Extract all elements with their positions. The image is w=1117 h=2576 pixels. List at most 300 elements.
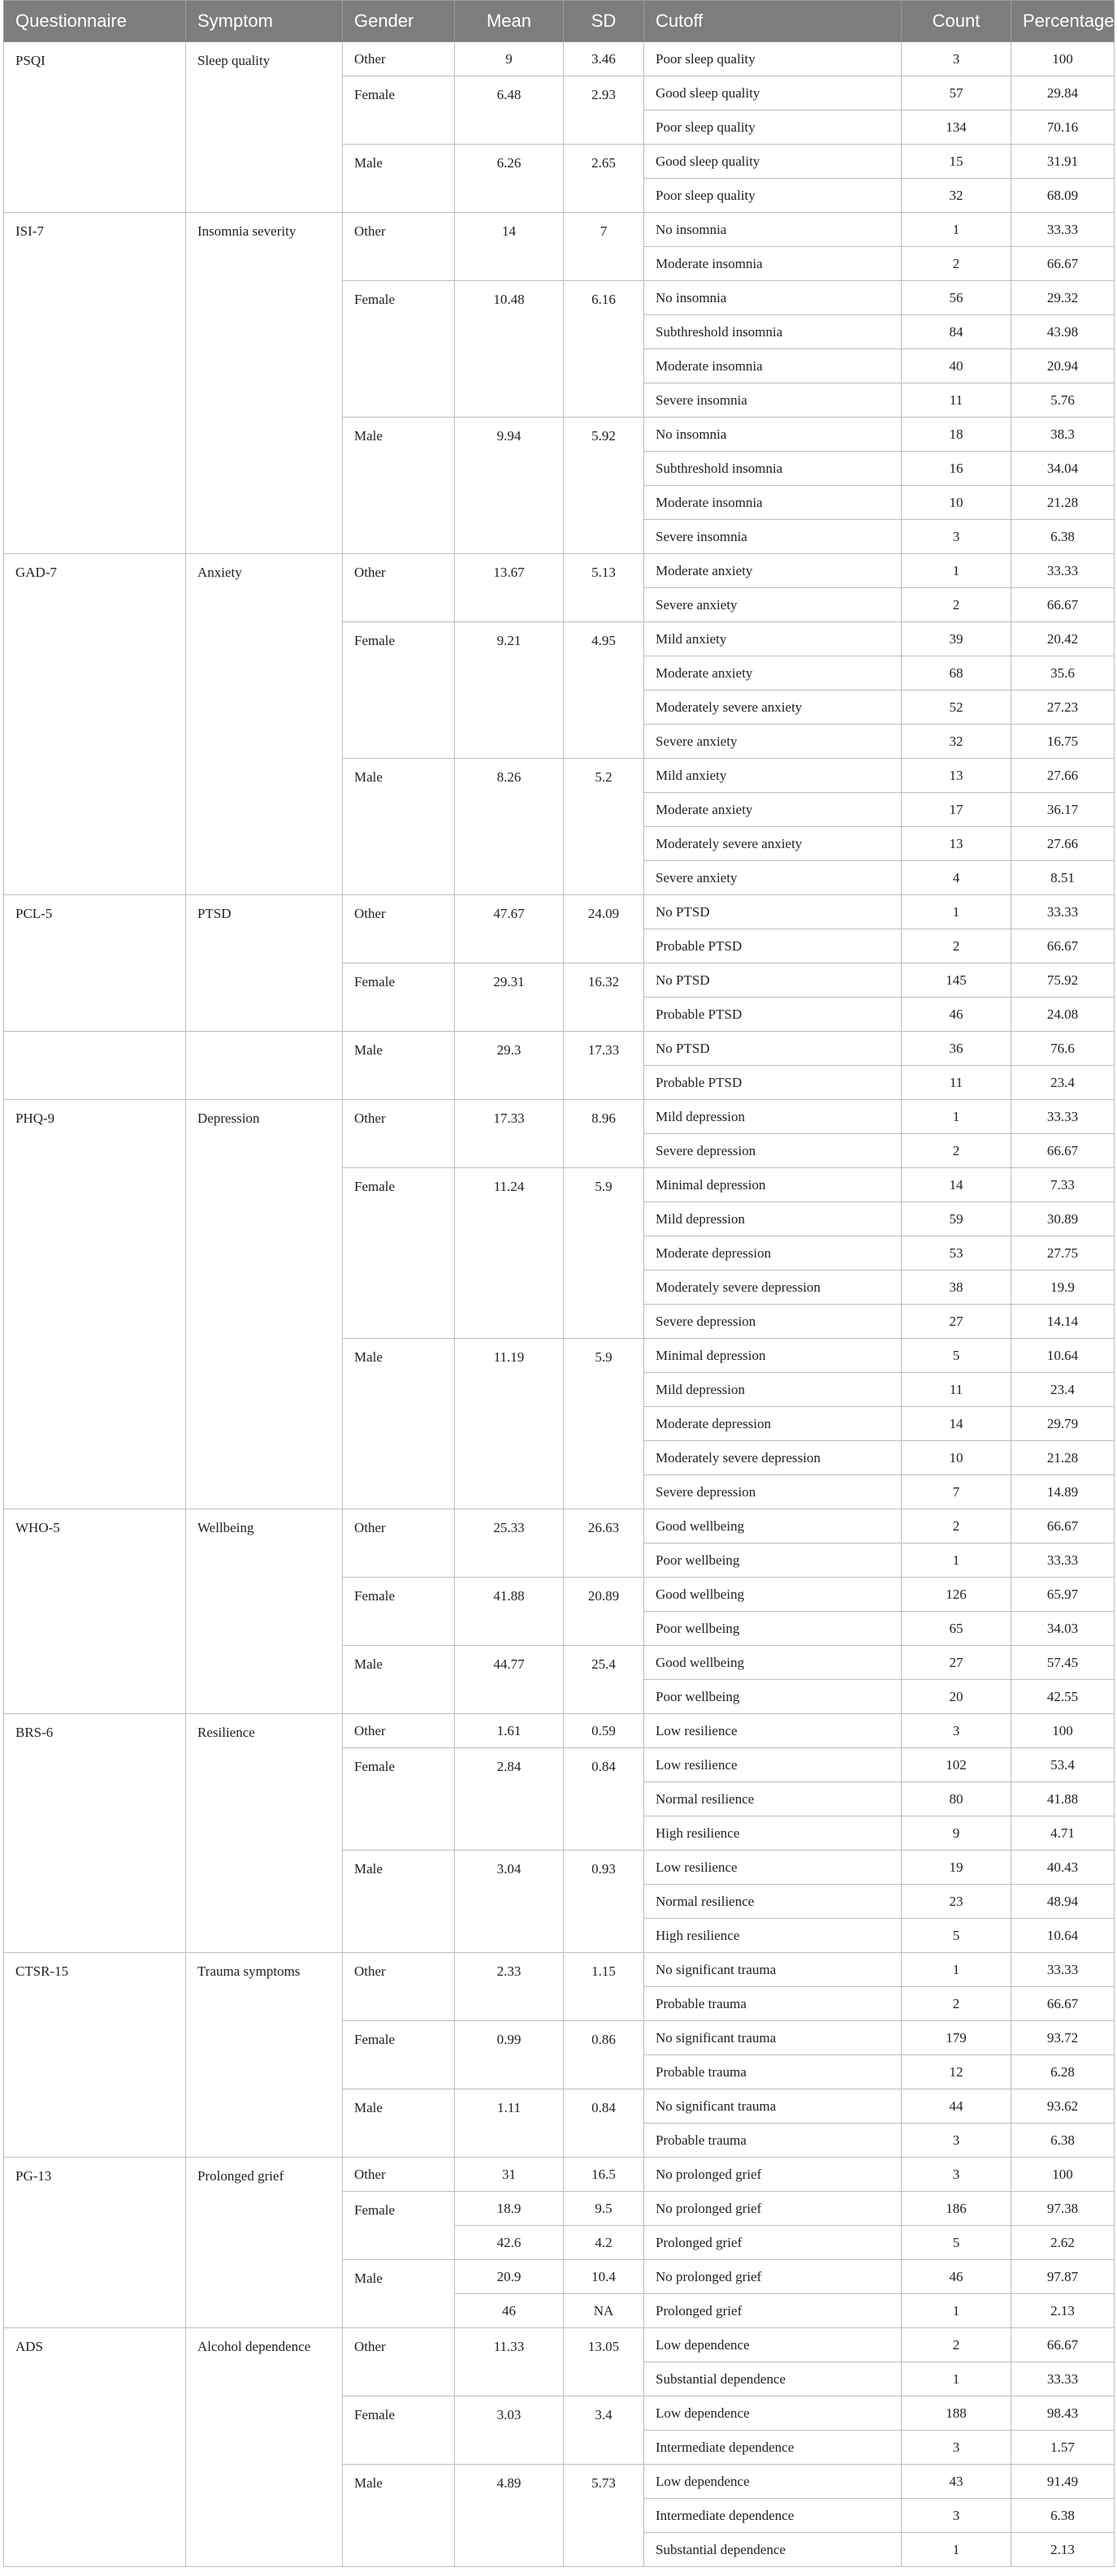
cutoff-cell: Intermediate dependence — [644, 2499, 902, 2533]
cutoff-cell: Probable trauma — [644, 2055, 902, 2089]
cutoff-cell: Probable PTSD — [644, 998, 902, 1032]
sd-cell: 3.4 — [564, 2396, 644, 2465]
count-cell: 2 — [902, 2328, 1011, 2362]
percentage-cell: 33.33 — [1011, 895, 1115, 929]
percentage-cell: 20.42 — [1011, 622, 1115, 656]
count-cell: 23 — [902, 1885, 1011, 1919]
symptom-cell: Trauma symptoms — [186, 1953, 343, 2158]
count-cell: 126 — [902, 1578, 1011, 1612]
sd-cell: 2.65 — [564, 145, 644, 213]
percentage-cell: 5.76 — [1011, 383, 1115, 418]
percentage-cell: 35.6 — [1011, 656, 1115, 691]
percentage-cell: 98.43 — [1011, 2396, 1115, 2431]
percentage-cell: 6.38 — [1011, 2499, 1115, 2533]
gender-cell: Male — [343, 1032, 455, 1100]
mean-cell: 10.48 — [455, 281, 564, 418]
count-cell: 11 — [902, 1373, 1011, 1407]
sd-cell: 0.84 — [564, 1748, 644, 1851]
percentage-cell: 100 — [1011, 1714, 1115, 1748]
count-cell: 40 — [902, 349, 1011, 383]
percentage-cell: 100 — [1011, 2158, 1115, 2192]
gender-cell: Male — [343, 145, 455, 213]
cutoff-cell: Moderate depression — [644, 1407, 902, 1441]
questionnaire-cell: GAD-7 — [4, 554, 186, 895]
gender-cell: Female — [343, 281, 455, 418]
gender-cell: Other — [343, 2158, 455, 2192]
cutoff-cell: Mild depression — [644, 1202, 902, 1236]
sd-cell: 5.92 — [564, 418, 644, 554]
percentage-cell: 70.16 — [1011, 110, 1115, 145]
count-cell: 56 — [902, 281, 1011, 315]
gender-cell: Other — [343, 1953, 455, 2021]
percentage-cell: 33.33 — [1011, 1100, 1115, 1134]
percentage-cell: 27.66 — [1011, 827, 1115, 861]
cutoff-cell: Low dependence — [644, 2396, 902, 2431]
table-row — [4, 1032, 1115, 1066]
sd-cell: 8.96 — [564, 1100, 644, 1168]
cutoff-cell: No prolonged grief — [644, 2192, 902, 2226]
table-row — [4, 2328, 1115, 2362]
cutoff-cell: Prolonged grief — [644, 2226, 902, 2260]
cutoff-cell: Probable PTSD — [644, 929, 902, 963]
cutoff-cell: Probable PTSD — [644, 1066, 902, 1100]
questionnaire-cell: PG-13 — [4, 2158, 186, 2328]
cutoff-cell: Good sleep quality — [644, 76, 902, 110]
cutoff-cell: Subthreshold insomnia — [644, 452, 902, 486]
percentage-cell: 10.64 — [1011, 1339, 1115, 1373]
count-cell: 19 — [902, 1851, 1011, 1885]
mean-cell: 0.99 — [455, 2021, 564, 2089]
count-cell: 2 — [902, 1134, 1011, 1168]
percentage-cell: 29.84 — [1011, 76, 1115, 110]
cutoff-cell: No prolonged grief — [644, 2158, 902, 2192]
percentage-cell: 2.13 — [1011, 2294, 1115, 2328]
mean-cell: 31 — [455, 2158, 564, 2192]
percentage-cell: 42.55 — [1011, 1680, 1115, 1714]
cutoff-cell: No significant trauma — [644, 2089, 902, 2124]
table-row — [4, 895, 1115, 929]
count-cell: 3 — [902, 2431, 1011, 2465]
percentage-cell: 66.67 — [1011, 588, 1115, 622]
count-cell: 13 — [902, 759, 1011, 793]
sd-cell: 0.93 — [564, 1851, 644, 1953]
percentage-cell: 1.57 — [1011, 2431, 1115, 2465]
count-cell: 15 — [902, 145, 1011, 179]
mean-cell: 1.11 — [455, 2089, 564, 2158]
cutoff-cell: Good sleep quality — [644, 145, 902, 179]
gender-cell: Female — [343, 963, 455, 1032]
percentage-cell: 41.88 — [1011, 1782, 1115, 1816]
count-cell: 1 — [902, 2533, 1011, 2567]
count-cell: 27 — [902, 1305, 1011, 1339]
cutoff-cell: Low dependence — [644, 2465, 902, 2499]
count-cell: 52 — [902, 691, 1011, 725]
cutoff-cell: Mild anxiety — [644, 759, 902, 793]
mean-cell: 18.9 — [455, 2192, 564, 2226]
cutoff-cell: Severe insomnia — [644, 520, 902, 554]
cutoff-cell: Moderate anxiety — [644, 554, 902, 588]
percentage-cell: 34.04 — [1011, 452, 1115, 486]
cutoff-cell: Poor wellbeing — [644, 1612, 902, 1646]
header-questionnaire: Questionnaire — [4, 1, 186, 42]
percentage-cell: 43.98 — [1011, 315, 1115, 349]
mean-cell: 46 — [455, 2294, 564, 2328]
count-cell: 80 — [902, 1782, 1011, 1816]
sd-cell: 5.13 — [564, 554, 644, 622]
gender-cell: Other — [343, 1714, 455, 1748]
percentage-cell: 20.94 — [1011, 349, 1115, 383]
percentage-cell: 40.43 — [1011, 1851, 1115, 1885]
count-cell: 5 — [902, 1919, 1011, 1953]
percentage-cell: 19.9 — [1011, 1271, 1115, 1305]
mean-cell: 29.3 — [455, 1032, 564, 1100]
cutoff-cell: Moderate anxiety — [644, 793, 902, 827]
gender-cell: Male — [343, 759, 455, 895]
questionnaire-cell: CTSR-15 — [4, 1953, 186, 2158]
header-mean: Mean — [455, 1, 564, 42]
percentage-cell: 68.09 — [1011, 179, 1115, 213]
sd-cell: 5.73 — [564, 2465, 644, 2567]
percentage-cell: 33.33 — [1011, 554, 1115, 588]
table-row — [4, 2158, 1115, 2192]
questionnaire-cell: PHQ-9 — [4, 1100, 186, 1509]
cutoff-cell: Severe anxiety — [644, 861, 902, 895]
cutoff-cell: No insomnia — [644, 281, 902, 315]
table-row — [4, 1953, 1115, 1987]
mean-cell: 2.33 — [455, 1953, 564, 2021]
gender-cell: Female — [343, 1168, 455, 1339]
count-cell: 46 — [902, 2260, 1011, 2294]
cutoff-cell: Intermediate dependence — [644, 2431, 902, 2465]
count-cell: 3 — [902, 520, 1011, 554]
cutoff-cell: Mild depression — [644, 1100, 902, 1134]
count-cell: 1 — [902, 554, 1011, 588]
cutoff-cell: Moderate depression — [644, 1236, 902, 1271]
sd-cell: 2.93 — [564, 76, 644, 145]
results-table — [3, 0, 1115, 2567]
percentage-cell: 4.71 — [1011, 1816, 1115, 1851]
gender-cell: Female — [343, 1748, 455, 1851]
sd-cell: 10.4 — [564, 2260, 644, 2294]
mean-cell: 13.67 — [455, 554, 564, 622]
count-cell: 9 — [902, 1816, 1011, 1851]
percentage-cell: 10.64 — [1011, 1919, 1115, 1953]
percentage-cell: 93.62 — [1011, 2089, 1115, 2124]
symptom-cell — [186, 1032, 343, 1100]
count-cell: 2 — [902, 1987, 1011, 2021]
percentage-cell: 66.67 — [1011, 1134, 1115, 1168]
percentage-cell: 93.72 — [1011, 2021, 1115, 2055]
gender-cell: Male — [343, 2089, 455, 2158]
gender-cell: Other — [343, 1100, 455, 1168]
symptom-cell: Insomnia severity — [186, 213, 343, 554]
percentage-cell: 34.03 — [1011, 1612, 1115, 1646]
cutoff-cell: Probable trauma — [644, 1987, 902, 2021]
mean-cell: 9 — [455, 42, 564, 76]
count-cell: 5 — [902, 1339, 1011, 1373]
percentage-cell: 29.32 — [1011, 281, 1115, 315]
count-cell: 32 — [902, 179, 1011, 213]
cutoff-cell: Low dependence — [644, 2328, 902, 2362]
gender-cell: Other — [343, 1509, 455, 1578]
count-cell: 5 — [902, 2226, 1011, 2260]
count-cell: 13 — [902, 827, 1011, 861]
cutoff-cell: Severe depression — [644, 1475, 902, 1509]
sd-cell: 5.9 — [564, 1168, 644, 1339]
cutoff-cell: Poor sleep quality — [644, 110, 902, 145]
gender-cell: Female — [343, 76, 455, 145]
sd-cell: 9.5 — [564, 2192, 644, 2226]
cutoff-cell: Poor sleep quality — [644, 42, 902, 76]
gender-cell: Female — [343, 2192, 455, 2260]
cutoff-cell: High resilience — [644, 1919, 902, 1953]
percentage-cell: 91.49 — [1011, 2465, 1115, 2499]
count-cell: 2 — [902, 588, 1011, 622]
gender-cell: Other — [343, 895, 455, 963]
cutoff-cell: Severe depression — [644, 1134, 902, 1168]
cutoff-cell: Moderate insomnia — [644, 486, 902, 520]
count-cell: 102 — [902, 1748, 1011, 1782]
count-cell: 16 — [902, 452, 1011, 486]
count-cell: 3 — [902, 42, 1011, 76]
count-cell: 1 — [902, 2362, 1011, 2396]
gender-cell: Other — [343, 42, 455, 76]
count-cell: 84 — [902, 315, 1011, 349]
count-cell: 134 — [902, 110, 1011, 145]
percentage-cell: 66.67 — [1011, 1509, 1115, 1543]
count-cell: 3 — [902, 2499, 1011, 2533]
count-cell: 32 — [902, 725, 1011, 759]
gender-cell: Female — [343, 1578, 455, 1646]
percentage-cell: 30.89 — [1011, 1202, 1115, 1236]
mean-cell: 11.24 — [455, 1168, 564, 1339]
cutoff-cell: Low resilience — [644, 1851, 902, 1885]
table-row — [4, 42, 1115, 76]
count-cell: 11 — [902, 383, 1011, 418]
header-row — [4, 1, 1115, 42]
count-cell: 65 — [902, 1612, 1011, 1646]
sd-cell: 6.16 — [564, 281, 644, 418]
percentage-cell: 57.45 — [1011, 1646, 1115, 1680]
count-cell: 1 — [902, 1100, 1011, 1134]
percentage-cell: 31.91 — [1011, 145, 1115, 179]
count-cell: 59 — [902, 1202, 1011, 1236]
cutoff-cell: Moderately severe depression — [644, 1271, 902, 1305]
sd-cell: 0.86 — [564, 2021, 644, 2089]
percentage-cell: 6.28 — [1011, 2055, 1115, 2089]
sd-cell: 17.33 — [564, 1032, 644, 1100]
gender-cell: Male — [343, 2260, 455, 2328]
cutoff-cell: Moderate anxiety — [644, 656, 902, 691]
cutoff-cell: Good wellbeing — [644, 1646, 902, 1680]
gender-cell: Other — [343, 554, 455, 622]
table-row — [4, 1100, 1115, 1134]
count-cell: 1 — [902, 895, 1011, 929]
count-cell: 18 — [902, 418, 1011, 452]
sd-cell: 7 — [564, 213, 644, 281]
header-cutoff: Cutoff — [644, 1, 902, 42]
mean-cell: 6.26 — [455, 145, 564, 213]
gender-cell: Female — [343, 2021, 455, 2089]
count-cell: 36 — [902, 1032, 1011, 1066]
mean-cell: 3.03 — [455, 2396, 564, 2465]
percentage-cell: 66.67 — [1011, 2328, 1115, 2362]
questionnaire-cell: BRS-6 — [4, 1714, 186, 1953]
count-cell: 188 — [902, 2396, 1011, 2431]
cutoff-cell: Good wellbeing — [644, 1578, 902, 1612]
count-cell: 68 — [902, 656, 1011, 691]
count-cell: 14 — [902, 1168, 1011, 1202]
mean-cell: 2.84 — [455, 1748, 564, 1851]
percentage-cell: 33.33 — [1011, 2362, 1115, 2396]
cutoff-cell: Moderate insomnia — [644, 349, 902, 383]
questionnaire-cell: PSQI — [4, 42, 186, 213]
mean-cell: 9.21 — [455, 622, 564, 759]
count-cell: 3 — [902, 2158, 1011, 2192]
percentage-cell: 65.97 — [1011, 1578, 1115, 1612]
percentage-cell: 27.75 — [1011, 1236, 1115, 1271]
symptom-cell: PTSD — [186, 895, 343, 1032]
percentage-cell: 75.92 — [1011, 963, 1115, 998]
sd-cell: 24.09 — [564, 895, 644, 963]
mean-cell: 17.33 — [455, 1100, 564, 1168]
mean-cell: 25.33 — [455, 1509, 564, 1578]
symptom-cell: Alcohol dependence — [186, 2328, 343, 2567]
gender-cell: Female — [343, 622, 455, 759]
sd-cell: 16.5 — [564, 2158, 644, 2192]
count-cell: 39 — [902, 622, 1011, 656]
percentage-cell: 33.33 — [1011, 1543, 1115, 1578]
cutoff-cell: Prolonged grief — [644, 2294, 902, 2328]
cutoff-cell: No prolonged grief — [644, 2260, 902, 2294]
count-cell: 3 — [902, 2124, 1011, 2158]
cutoff-cell: No significant trauma — [644, 1953, 902, 1987]
count-cell: 38 — [902, 1271, 1011, 1305]
percentage-cell: 23.4 — [1011, 1066, 1115, 1100]
percentage-cell: 100 — [1011, 42, 1115, 76]
percentage-cell: 14.14 — [1011, 1305, 1115, 1339]
cutoff-cell: Mild depression — [644, 1373, 902, 1407]
mean-cell: 3.04 — [455, 1851, 564, 1953]
cutoff-cell: Substantial dependence — [644, 2533, 902, 2567]
cutoff-cell: Mild anxiety — [644, 622, 902, 656]
sd-cell: 26.63 — [564, 1509, 644, 1578]
count-cell: 1 — [902, 2294, 1011, 2328]
percentage-cell: 29.79 — [1011, 1407, 1115, 1441]
count-cell: 11 — [902, 1066, 1011, 1100]
cutoff-cell: Normal resilience — [644, 1782, 902, 1816]
mean-cell: 4.89 — [455, 2465, 564, 2567]
count-cell: 1 — [902, 1543, 1011, 1578]
table-body — [4, 42, 1115, 2567]
count-cell: 53 — [902, 1236, 1011, 1271]
percentage-cell: 76.6 — [1011, 1032, 1115, 1066]
sd-cell: 16.32 — [564, 963, 644, 1032]
percentage-cell: 6.38 — [1011, 2124, 1115, 2158]
percentage-cell: 6.38 — [1011, 520, 1115, 554]
sd-cell: 1.15 — [564, 1953, 644, 2021]
gender-cell: Other — [343, 2328, 455, 2396]
cutoff-cell: No PTSD — [644, 1032, 902, 1066]
mean-cell: 8.26 — [455, 759, 564, 895]
gender-cell: Male — [343, 1851, 455, 1953]
count-cell: 186 — [902, 2192, 1011, 2226]
sd-cell: 5.9 — [564, 1339, 644, 1509]
count-cell: 44 — [902, 2089, 1011, 2124]
header-percentage: Percentage — [1011, 1, 1115, 42]
mean-cell: 6.48 — [455, 76, 564, 145]
header-count: Count — [902, 1, 1011, 42]
percentage-cell: 21.28 — [1011, 486, 1115, 520]
sd-cell: 13.05 — [564, 2328, 644, 2396]
count-cell: 43 — [902, 2465, 1011, 2499]
count-cell: 12 — [902, 2055, 1011, 2089]
symptom-cell: Resilience — [186, 1714, 343, 1953]
cutoff-cell: Moderately severe anxiety — [644, 691, 902, 725]
questionnaire-cell: ADS — [4, 2328, 186, 2567]
table-row — [4, 1714, 1115, 1748]
count-cell: 4 — [902, 861, 1011, 895]
questionnaire-cell: PCL-5 — [4, 895, 186, 1032]
mean-cell: 11.19 — [455, 1339, 564, 1509]
percentage-cell: 48.94 — [1011, 1885, 1115, 1919]
cutoff-cell: Severe insomnia — [644, 383, 902, 418]
percentage-cell: 33.33 — [1011, 213, 1115, 247]
cutoff-cell: Low resilience — [644, 1714, 902, 1748]
cutoff-cell: Subthreshold insomnia — [644, 315, 902, 349]
mean-cell: 20.9 — [455, 2260, 564, 2294]
header-gender: Gender — [343, 1, 455, 42]
percentage-cell: 24.08 — [1011, 998, 1115, 1032]
sd-cell: 4.2 — [564, 2226, 644, 2260]
header-sd: SD — [564, 1, 644, 42]
percentage-cell: 8.51 — [1011, 861, 1115, 895]
sd-cell: NA — [564, 2294, 644, 2328]
percentage-cell: 38.3 — [1011, 418, 1115, 452]
cutoff-cell: Poor sleep quality — [644, 179, 902, 213]
cutoff-cell: No PTSD — [644, 895, 902, 929]
gender-cell: Male — [343, 1646, 455, 1714]
percentage-cell: 21.28 — [1011, 1441, 1115, 1475]
mean-cell: 1.61 — [455, 1714, 564, 1748]
percentage-cell: 23.4 — [1011, 1373, 1115, 1407]
count-cell: 20 — [902, 1680, 1011, 1714]
table-row — [4, 1509, 1115, 1543]
count-cell: 2 — [902, 929, 1011, 963]
count-cell: 179 — [902, 2021, 1011, 2055]
percentage-cell: 53.4 — [1011, 1748, 1115, 1782]
sd-cell: 0.84 — [564, 2089, 644, 2158]
questionnaire-cell — [4, 1032, 186, 1100]
count-cell: 2 — [902, 247, 1011, 281]
table-row — [4, 213, 1115, 247]
cutoff-cell: Good wellbeing — [644, 1509, 902, 1543]
count-cell: 17 — [902, 793, 1011, 827]
gender-cell: Female — [343, 2396, 455, 2465]
count-cell: 14 — [902, 1407, 1011, 1441]
count-cell: 2 — [902, 1509, 1011, 1543]
table-header — [4, 1, 1115, 42]
cutoff-cell: Moderately severe anxiety — [644, 827, 902, 861]
percentage-cell: 16.75 — [1011, 725, 1115, 759]
cutoff-cell: No PTSD — [644, 963, 902, 998]
cutoff-cell: Severe anxiety — [644, 588, 902, 622]
count-cell: 27 — [902, 1646, 1011, 1680]
percentage-cell: 36.17 — [1011, 793, 1115, 827]
percentage-cell: 66.67 — [1011, 247, 1115, 281]
count-cell: 57 — [902, 76, 1011, 110]
cutoff-cell: Probable trauma — [644, 2124, 902, 2158]
